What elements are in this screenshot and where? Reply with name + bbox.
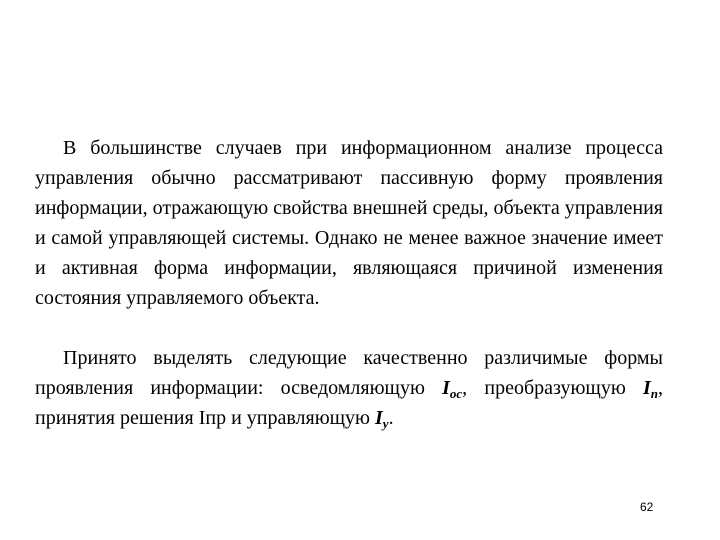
page-number: 62 <box>640 500 654 514</box>
paragraph-text-part: , принятия решения Iпр и управляющую <box>35 377 663 429</box>
symbol-subscript: п <box>650 386 658 401</box>
symbol-letter: I <box>375 407 383 429</box>
paragraph-information-forms <box>35 343 663 433</box>
symbol-letter: I <box>642 377 651 399</box>
symbol-controlling <box>375 407 389 429</box>
symbol-letter: I <box>442 377 450 399</box>
symbol-subscript: у <box>382 416 389 431</box>
paragraph-passive-active-information: В большинстве случаев при информационном анализе процесса управления обычно рассматривают пассивную форму проявления информации, отражающую свойства внешней среды, объекта управления и самой управляющей системы. Однако не менее важное значение имеет и активная форма информации, являющаяся причиной изменения состояния управляемого объекта. <box>35 137 663 309</box>
symbol-informing <box>442 377 462 399</box>
paragraph-text-part: Принято выделять следующие качественно различимые формы проявления информации: осведомляющую <box>35 347 663 399</box>
paragraph-text-part: . <box>388 407 394 429</box>
symbol-subscript: ос <box>449 386 463 401</box>
paragraph-text-part: , преобразующую <box>462 377 643 399</box>
document-body <box>35 133 663 433</box>
symbol-transforming <box>643 377 658 399</box>
